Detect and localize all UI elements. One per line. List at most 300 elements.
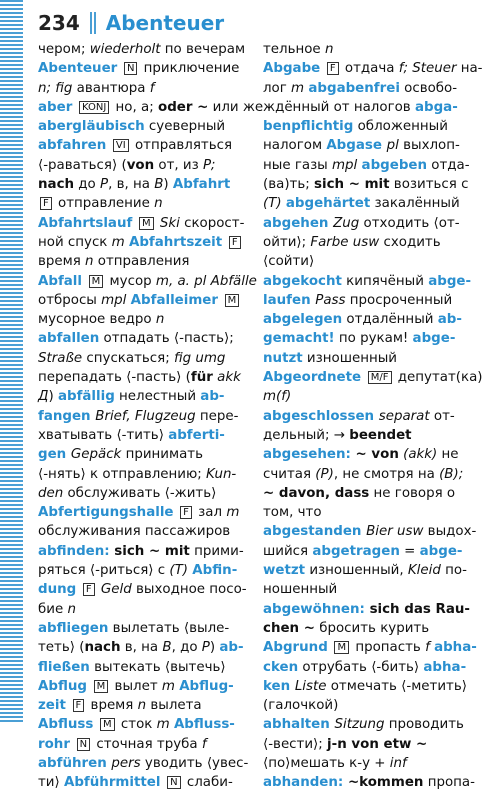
- entry-text: пропа-: [423, 775, 475, 791]
- gender-tag: F: [229, 236, 241, 249]
- entry-text: отправление: [53, 196, 155, 212]
- entry-text: не говоря о: [369, 485, 456, 501]
- grammar-italic: pers: [111, 755, 141, 771]
- entry-text: просроченный: [345, 292, 453, 308]
- entry-text: ): [163, 177, 173, 193]
- entry-text: но, а;: [111, 99, 158, 115]
- phrase-bold: ~kommen: [347, 775, 424, 791]
- entry-keyword: Abgase: [326, 138, 387, 154]
- entry-text: сток: [116, 717, 157, 733]
- entry-line: [263, 310, 470, 329]
- entry-line: [38, 696, 249, 715]
- entry-line: [263, 426, 470, 445]
- entry-line: [263, 329, 470, 348]
- entry-text: сточная труба: [92, 736, 202, 752]
- phrase-bold: oder ~: [158, 99, 209, 115]
- entry-text: отбросы: [38, 292, 102, 308]
- grammar-italic: n: [154, 196, 163, 212]
- entry-line: [263, 194, 470, 213]
- entry-line: [38, 59, 249, 78]
- entry-text: вылета: [146, 698, 202, 714]
- entry-line: [38, 465, 249, 484]
- grammar-italic: m: [226, 505, 240, 521]
- entry-text: ⟨-нять⟩ к отправлению;: [38, 466, 207, 482]
- entry-text: , не смотря на: [333, 466, 440, 482]
- grammar-italic: Ski: [155, 215, 180, 231]
- entry-text: , в, на: [108, 177, 155, 193]
- grammar-italic: Sitzung: [334, 717, 385, 733]
- entry-text: скорост-: [179, 215, 245, 231]
- entry-text: том, что: [263, 505, 322, 521]
- entry-line: [38, 503, 249, 522]
- entry-text: обложенный: [353, 119, 448, 135]
- entry-keyword: Abfahrtslauf: [38, 215, 137, 231]
- entry-line: [38, 445, 249, 464]
- grammar-italic: P: [201, 640, 210, 656]
- grammar-italic: Bier usw: [366, 524, 424, 540]
- entry-line: [38, 600, 249, 619]
- grammar-italic: mpl: [332, 157, 362, 173]
- entry-line: [263, 79, 470, 98]
- entry-keyword: Abfertigungshalle: [38, 505, 179, 521]
- entry-line: [38, 79, 249, 98]
- entry-line: [38, 387, 249, 406]
- entry-line: [263, 136, 470, 155]
- entry-keyword: abga-: [414, 99, 458, 115]
- entry-text: не: [437, 447, 459, 463]
- entry-keyword: abgestanden: [263, 524, 367, 540]
- entry-line: [263, 465, 470, 484]
- entry-line: [263, 561, 470, 580]
- phrase-bold: nach: [38, 177, 75, 193]
- entry-line: [38, 40, 249, 59]
- grammar-italic: f: [425, 640, 435, 656]
- entry-line: [38, 407, 249, 426]
- entry-text: ойти⟩;: [263, 234, 311, 250]
- entry-text: пере-: [195, 408, 239, 424]
- entry-text: зал: [193, 505, 227, 521]
- entry-line: [263, 696, 470, 715]
- left-column: [38, 40, 264, 793]
- entry-text: ): [209, 640, 220, 656]
- grammar-italic: B: [162, 640, 172, 656]
- entry-text: на-: [456, 61, 483, 77]
- grammar-italic: akk: [212, 370, 241, 386]
- entry-text: возиться с: [389, 177, 469, 193]
- entry-keyword: laufen: [263, 292, 316, 308]
- entry-line: [263, 638, 477, 657]
- grammar-italic: m: [291, 80, 309, 96]
- entry-text: прими-: [189, 543, 244, 559]
- entry-line: [263, 619, 470, 638]
- entry-keyword: abgelegen: [263, 312, 343, 328]
- entry-text: выхлоп-: [398, 138, 460, 154]
- gender-tag: N: [124, 62, 137, 75]
- page-header: [38, 8, 224, 38]
- entry-line: [38, 580, 249, 599]
- phrase-bold: sich das Rau-: [369, 601, 470, 617]
- entry-line: [263, 773, 475, 792]
- entry-text: ждённый от налогов: [263, 99, 415, 115]
- grammar-italic: inf: [389, 755, 407, 771]
- entry-text: сходить: [379, 234, 441, 250]
- entry-keyword: gen: [38, 447, 71, 463]
- entry-line: [263, 445, 470, 464]
- entry-keyword: abgesehen:: [263, 447, 356, 463]
- entry-line: [38, 677, 249, 696]
- entry-line: [38, 329, 249, 348]
- phrase-bold: sich ~ mit: [314, 177, 390, 193]
- entry-line: [38, 136, 249, 155]
- grammar-italic: (B);: [439, 466, 464, 482]
- entry-line: [263, 658, 470, 677]
- entry-text: (галочкой): [263, 698, 339, 714]
- entry-keyword: abgehen: [263, 215, 334, 231]
- grammar-italic: mpl: [101, 292, 131, 308]
- gender-tag: M: [139, 217, 154, 230]
- entry-keyword: ab-: [437, 312, 462, 328]
- entry-keyword: abge-: [428, 273, 472, 289]
- grammar-italic: B: [154, 177, 164, 193]
- entry-line: [38, 484, 249, 503]
- entry-text: ные газы: [263, 157, 333, 173]
- entry-keyword: abgeben: [361, 157, 428, 173]
- gender-tag: VI: [113, 139, 129, 152]
- entry-keyword: abgetragen: [312, 543, 400, 559]
- entry-keyword: abfliegen: [38, 620, 109, 636]
- grammar-italic: Gepäck: [70, 447, 122, 463]
- entry-line: [263, 503, 470, 522]
- phrase-bold: für: [190, 370, 213, 386]
- entry-line: [38, 522, 249, 541]
- entry-text: ⟨по⟩мешать к-у +: [263, 755, 390, 771]
- entry-keyword: abgekocht: [263, 273, 342, 289]
- entry-keyword: ab-: [200, 389, 225, 405]
- entry-line: [263, 484, 470, 503]
- entry-text: ной спуск: [38, 234, 112, 250]
- entry-line: [38, 98, 264, 117]
- entry-keyword: abhalten: [263, 717, 335, 733]
- entry-text: мусор: [105, 273, 156, 289]
- grammar-italic: (P): [315, 466, 334, 482]
- gender-tag: F: [180, 506, 192, 519]
- entry-text: изношенный: [302, 350, 397, 366]
- entry-keyword: Abflug-: [179, 678, 234, 694]
- entry-keyword: Abfluss: [38, 717, 99, 733]
- entry-line: [38, 542, 249, 561]
- entry-line: [38, 291, 249, 310]
- gender-tag: F: [83, 583, 95, 596]
- grammar-italic: f: [149, 80, 155, 96]
- grammar-italic: f: [201, 736, 207, 752]
- grammar-italic: n: [324, 42, 334, 57]
- grammar-italic: Kun-: [206, 466, 237, 482]
- entry-text: ⟨-вести⟩;: [263, 736, 328, 752]
- entry-line: [38, 754, 249, 773]
- entry-keyword: abfinden:: [38, 543, 115, 559]
- entry-text: , до: [171, 640, 202, 656]
- entry-line: [38, 214, 249, 233]
- grammar-italic: n; fig: [38, 80, 73, 96]
- decorative-stripe: [0, 0, 23, 723]
- entry-text: чером;: [38, 42, 90, 57]
- entry-line: [38, 156, 249, 175]
- entry-text: вылет: [110, 678, 162, 694]
- entry-line: [263, 98, 470, 117]
- grammar-italic: m, a. pl Abfälle: [155, 273, 257, 289]
- entry-line: [263, 407, 470, 426]
- grammar-italic: m(f): [263, 389, 292, 405]
- entry-line: [263, 156, 470, 175]
- gender-tag: M: [94, 680, 109, 693]
- entry-text: время: [86, 698, 138, 714]
- entry-keyword: Abflug: [38, 678, 92, 694]
- entry-text: в, на: [120, 640, 163, 656]
- entry-text: вытекать ⟨вытечь⟩: [89, 659, 226, 675]
- entry-keyword: fangen: [38, 408, 96, 424]
- entry-keyword: Abfall: [38, 273, 87, 289]
- entry-text: от, из: [154, 157, 203, 173]
- entry-keyword: gemacht!: [263, 331, 335, 347]
- grammar-italic: Kleid: [407, 563, 441, 579]
- entry-keyword: abfallen: [38, 331, 100, 347]
- entry-line: [38, 368, 249, 387]
- gender-tag: F: [73, 699, 85, 712]
- entry-keyword: rohr: [38, 736, 75, 752]
- entry-line: [263, 600, 470, 619]
- entry-line: [38, 773, 249, 792]
- entry-text: кипячёный: [341, 273, 429, 289]
- entry-keyword: Abfahrt: [172, 177, 231, 193]
- entry-line: [263, 59, 483, 78]
- gender-tag: F: [327, 62, 339, 75]
- entry-text: нелестный: [114, 389, 201, 405]
- entry-line: [38, 117, 249, 136]
- entry-keyword: ken: [263, 678, 295, 694]
- entry-line: [263, 387, 470, 406]
- phrase-bold: ~ von: [355, 447, 399, 463]
- phrase-bold: j-n von etw ~: [327, 736, 428, 752]
- entry-line: [263, 349, 470, 368]
- entry-text: ряться ⟨-риться⟩ с: [38, 563, 170, 579]
- grammar-italic: wiederholt: [89, 42, 161, 57]
- phrase-bold: beendet: [349, 427, 412, 443]
- entry-text: хватывать ⟨-тить⟩: [38, 427, 169, 443]
- entry-text: отрубать ⟨-бить⟩: [298, 659, 424, 675]
- entry-line: [263, 754, 470, 773]
- entry-text: по-: [440, 563, 467, 579]
- entry-keyword: abfällig: [57, 389, 115, 405]
- phrase-bold: von: [126, 157, 155, 173]
- entry-line: [38, 233, 249, 252]
- grammar-italic: Pass: [315, 292, 346, 308]
- entry-line: [263, 214, 470, 233]
- entry-text: бросить курить: [314, 620, 430, 636]
- entry-line: [263, 252, 470, 271]
- gender-tag: F: [40, 197, 52, 210]
- entry-keyword: Abgrund: [263, 640, 333, 656]
- entry-keyword: cken: [263, 659, 299, 675]
- entry-text: суеверный: [144, 119, 226, 135]
- entry-line: [38, 194, 249, 213]
- entry-line: [263, 715, 470, 734]
- entry-text: дельный; →: [263, 427, 350, 443]
- grammar-italic: P: [100, 177, 109, 193]
- entry-line: [263, 522, 477, 541]
- entry-line: [263, 233, 470, 252]
- entry-text: ): [48, 389, 58, 405]
- entry-text: отправляться: [130, 138, 233, 154]
- phrase-bold: chen ~: [263, 620, 315, 636]
- entry-text: обслуживания пассажиров: [38, 524, 231, 540]
- entry-line: [38, 310, 249, 329]
- entry-line: [263, 368, 483, 387]
- entry-text: авантюра: [72, 80, 150, 96]
- entry-text: шийся: [263, 543, 313, 559]
- entry-line: [38, 349, 249, 368]
- grammar-italic: fig umg: [173, 350, 226, 366]
- entry-line: [38, 426, 249, 445]
- entry-text: по рукам!: [334, 331, 413, 347]
- entry-line: [263, 677, 470, 696]
- grammar-italic: (T): [169, 563, 193, 579]
- entry-line: [263, 40, 470, 59]
- gender-tag: M: [89, 275, 104, 288]
- entry-keyword: abha-: [434, 640, 477, 656]
- entry-text: налогом: [263, 138, 327, 154]
- grammar-italic: Д: [38, 389, 49, 405]
- entry-keyword: abha-: [423, 659, 467, 675]
- entry-text: тельное: [263, 42, 325, 57]
- right-column: [263, 40, 483, 793]
- grammar-italic: Brief, Flugzeug: [95, 408, 196, 424]
- entry-text: депутат(ка): [393, 370, 483, 386]
- grammar-italic: n: [137, 698, 147, 714]
- entry-text: ⟨сойти⟩: [263, 254, 315, 270]
- entry-keyword: Abgeordnete: [263, 370, 366, 386]
- entry-keyword: wetzt: [263, 563, 306, 579]
- entry-text: или же: [208, 99, 264, 115]
- entry-text: отдалённый: [342, 312, 438, 328]
- entry-keyword: ab-: [219, 640, 244, 656]
- entry-text: выдох-: [423, 524, 477, 540]
- entry-keyword: Abenteuer: [38, 61, 122, 77]
- grammar-italic: n: [85, 254, 94, 270]
- entry-keyword: abgabenfrei: [308, 80, 400, 96]
- grammar-italic: m: [156, 717, 174, 733]
- entry-keyword: abhanden:: [263, 775, 348, 791]
- phrase-bold: nach: [84, 640, 121, 656]
- entry-text: лог: [263, 80, 292, 96]
- entry-keyword: abfahren: [38, 138, 111, 154]
- entry-keyword: Abgabe: [263, 61, 325, 77]
- entry-keyword: Abfin-: [192, 563, 238, 579]
- entry-line: [263, 272, 470, 291]
- entry-keyword: nutzt: [263, 350, 303, 366]
- entry-text: отходить ⟨от-: [359, 215, 460, 231]
- entry-text: перепадать ⟨-пасть⟩ (: [38, 370, 191, 386]
- entry-text: ношенный: [263, 582, 338, 598]
- entry-text: освобо-: [399, 80, 458, 96]
- entry-text: мусорное ведро: [38, 312, 156, 328]
- entry-line: [263, 117, 470, 136]
- entry-text: теть⟩ (: [38, 640, 85, 656]
- gender-tag: M: [334, 641, 349, 654]
- grammar-italic: Geld: [96, 582, 132, 598]
- grammar-italic: (akk): [398, 447, 438, 463]
- entry-keyword: abgewöhnen:: [263, 601, 370, 617]
- grammar-italic: (T): [263, 196, 286, 212]
- grammar-italic: n: [67, 601, 76, 617]
- entry-line: [38, 658, 249, 677]
- entry-line: [38, 619, 249, 638]
- gender-tag: M: [225, 294, 240, 307]
- header-divider: [90, 12, 92, 34]
- grammar-italic: Straße: [38, 350, 83, 366]
- grammar-italic: Farbe usw: [310, 234, 380, 250]
- entry-keyword: abgehärtet: [285, 196, 371, 212]
- entry-text: отпадать ⟨-пасть⟩;: [99, 331, 234, 347]
- entry-line: [263, 735, 470, 754]
- entry-keyword: Abfluss-: [173, 717, 235, 733]
- entry-text: слаби-: [182, 775, 233, 791]
- entry-keyword: Abfalleimer: [130, 292, 223, 308]
- entry-line: [38, 175, 249, 194]
- entry-text: отправления: [93, 254, 190, 270]
- entry-text: выходное посо-: [131, 582, 247, 598]
- entry-keyword: aber: [38, 99, 77, 115]
- entry-text: спускаться;: [82, 350, 174, 366]
- entry-text: ти⟩: [38, 775, 64, 791]
- entry-keyword: zeit: [38, 698, 71, 714]
- entry-text: до: [74, 177, 101, 193]
- grammar-italic: Zug: [333, 215, 360, 231]
- entry-keyword: abferti-: [168, 427, 225, 443]
- entry-line: [263, 175, 470, 194]
- entry-text: =: [399, 543, 420, 559]
- entry-line: [38, 561, 249, 580]
- entry-keyword: Abfahrtszeit: [128, 234, 227, 250]
- entry-line: [38, 638, 249, 657]
- entry-keyword: abführen: [38, 755, 112, 771]
- entry-text: бие: [38, 601, 68, 617]
- grammar-italic: den: [38, 485, 64, 501]
- gender-tag: N: [77, 738, 90, 751]
- entry-text: принимать: [121, 447, 203, 463]
- entry-line: [263, 542, 470, 561]
- entry-keyword: abge-: [419, 543, 463, 559]
- entry-text: от-: [429, 408, 455, 424]
- entry-text: приключение: [139, 61, 240, 77]
- entry-text: обслуживать ⟨-жить⟩: [63, 485, 217, 501]
- entry-text: (ва)ть;: [263, 177, 315, 193]
- gender-tag: M: [100, 718, 115, 731]
- grammar-italic: P;: [203, 157, 216, 173]
- entry-keyword: Abführmittel: [63, 775, 166, 791]
- page-number: 234: [38, 11, 80, 35]
- entry-text: по вечерам: [160, 42, 246, 57]
- grammar-italic: pl: [386, 138, 399, 154]
- grammar-italic: m: [111, 234, 129, 250]
- entry-line: [263, 291, 470, 310]
- entry-text: считая: [263, 466, 316, 482]
- entry-text: отдача: [340, 61, 399, 77]
- entry-text: изношенный,: [305, 563, 408, 579]
- entry-keyword: abergläubisch: [38, 119, 145, 135]
- entry-keyword: abgeschlossen: [263, 408, 379, 424]
- entry-text: закалённый: [370, 196, 460, 212]
- running-headword: Abenteuer: [105, 11, 225, 35]
